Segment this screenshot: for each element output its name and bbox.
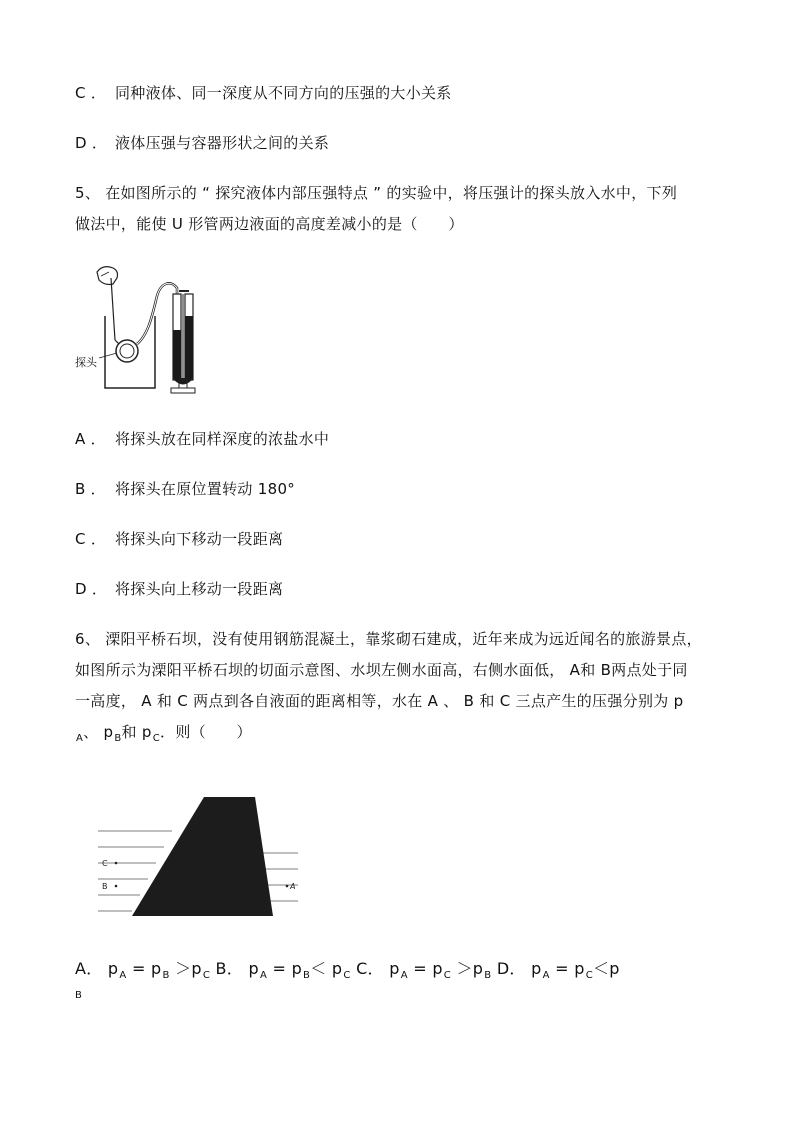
subscript: A	[542, 970, 550, 981]
relation: = p	[413, 959, 443, 978]
subscript: A	[400, 970, 408, 981]
option-c-prefix: C． p	[356, 959, 400, 978]
option-text: 将探头向下移动一段距离	[115, 530, 284, 548]
pressure-gauge-figure	[75, 258, 210, 398]
separator: 、 p	[83, 723, 114, 741]
option-a-prefix: A． p	[75, 959, 119, 978]
subscript: C	[585, 970, 593, 981]
point-a-label: A	[290, 882, 296, 891]
point-b-marker	[115, 885, 118, 888]
point-b-label: B	[102, 882, 108, 891]
option-letter: A ．	[75, 430, 106, 448]
subscript: B	[303, 970, 311, 981]
option-text: 将探头向上移动一段距离	[115, 580, 284, 598]
relation: ＜ p	[310, 959, 343, 978]
option-letter: D ．	[75, 134, 108, 152]
relation: ＞p	[175, 959, 202, 978]
q5-option-b	[75, 478, 295, 499]
subscript: C	[202, 970, 211, 981]
separator: 和 p	[121, 723, 152, 741]
option-letter: C ．	[75, 84, 107, 102]
q5-option-a	[75, 428, 329, 449]
subscript: B	[162, 970, 170, 981]
option-text: 同种液体、同一深度从不同方向的压强的大小关系	[115, 84, 452, 102]
subscript: B	[484, 970, 492, 981]
option-text: 液体压强与容器形状之间的关系	[115, 134, 330, 152]
subscript: C	[343, 970, 351, 981]
option-letter: D ．	[75, 580, 108, 598]
subscript: C	[443, 970, 452, 981]
relation: ＜p	[592, 959, 620, 978]
relation: ＞p	[456, 959, 484, 978]
q5-option-c	[75, 528, 283, 549]
option-d-prefix: D． p	[496, 959, 542, 978]
probe-label: 探头	[75, 356, 97, 369]
q5-stem-line1: 5、 在如图所示的 “ 探究液体内部压强特点 ” 的实验中，将压强计的探头放入水中，下列	[75, 184, 678, 202]
subscript: A	[259, 970, 268, 981]
stem-end: ．则（ ）	[160, 723, 252, 741]
q5-option-d	[75, 578, 283, 599]
option-b	[215, 959, 351, 981]
point-c-label: C	[102, 859, 108, 868]
q5-stem-line2: 做法中，能使 U 形管两边液面的高度差减小的是（ ）	[75, 215, 464, 233]
q4-option-c	[75, 82, 452, 103]
subscript: A	[119, 970, 127, 981]
point-a-marker	[286, 885, 289, 888]
option-letter: B ．	[75, 480, 106, 498]
subscript-a: A	[76, 733, 84, 744]
q6-stem-line2: 如图所示为溧阳平桥石坝的切面示意图、水坝左侧水面高，右侧水面低， A和 B两点处于同	[75, 661, 688, 679]
option-letter: C ．	[75, 530, 107, 548]
q6-stem-line4	[75, 721, 252, 742]
option-a	[75, 959, 211, 981]
option-d	[496, 959, 620, 981]
option-text: 将探头在原位置转动 180°	[115, 480, 296, 498]
q4-option-d	[75, 132, 329, 153]
relation: = p	[131, 959, 162, 978]
q6-stem-line1: 6、 溧阳平桥石坝，没有使用钢筋混凝土，靠浆砌石建成，近年来成为远近闻名的旅游景点，	[75, 630, 702, 648]
subscript-b: B	[114, 733, 122, 744]
option-text: 将探头放在同样深度的浓盐水中	[115, 430, 330, 448]
option-c	[356, 959, 492, 981]
relation: = p	[555, 959, 585, 978]
q6-options-wrap: B	[75, 990, 83, 1001]
point-c-marker	[115, 862, 118, 865]
option-b-prefix: B． p	[215, 959, 259, 978]
dam-section-figure	[92, 790, 302, 920]
subscript-c: C	[152, 733, 161, 744]
relation: = p	[272, 959, 303, 978]
q6-options-line	[75, 956, 620, 979]
q6-stem-line3: 一高度， A 和 C 两点到各自液面的距离相等，水在 A 、 B 和 C 三点产生的压强分别为 p	[75, 692, 684, 710]
